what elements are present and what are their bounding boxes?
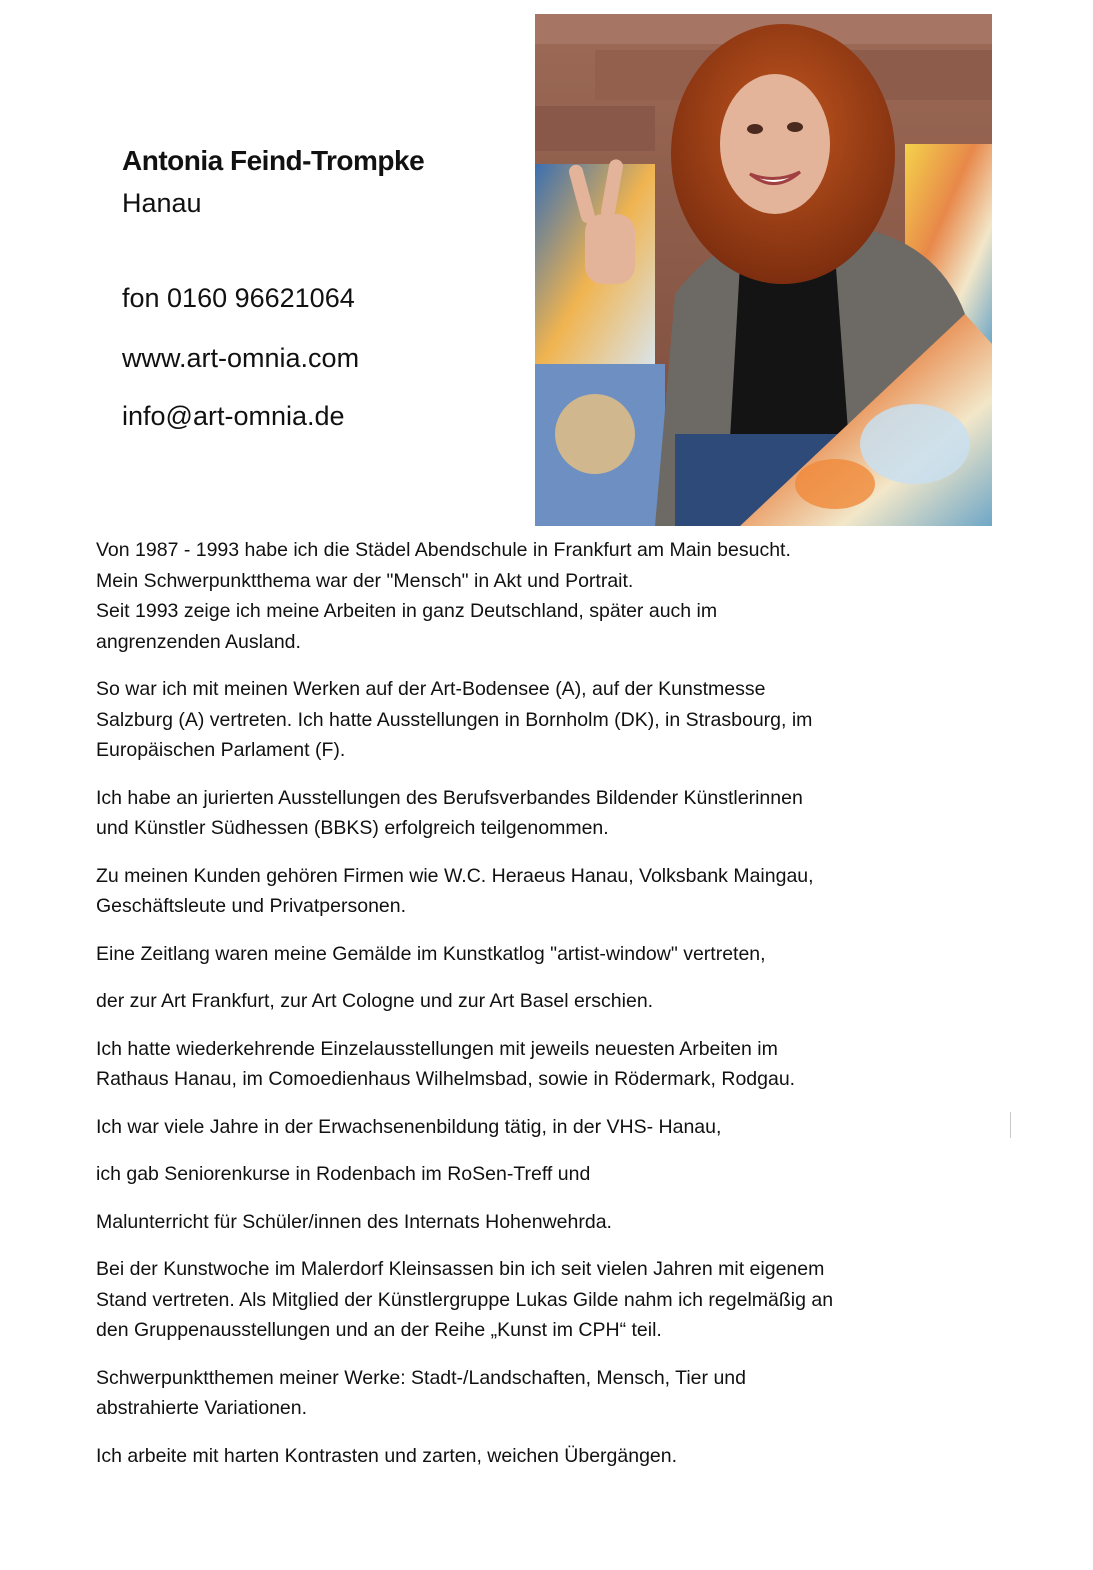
email-address[interactable]: info@art-omnia.de [122,401,345,431]
bio-paragraph [96,1112,1056,1143]
bio-line: den Gruppenausstellungen und an der Reihe „Kunst im CPH“ teil. [96,1319,662,1341]
bio-paragraph [96,1159,1056,1190]
bio-line: Zu meinen Kunden gehören Firmen wie W.C. Heraeus Hanau, Volksbank Maingau, [96,864,814,887]
bio-line: Ich habe an jurierten Ausstellungen des Berufsverbandes Bildender Künstlerinnen [96,786,803,809]
text-cursor-mark [1010,1112,1011,1138]
bio-paragraph [96,674,1056,766]
biography-text [96,535,1056,1488]
portrait-illustration [535,14,992,526]
bio-paragraph [96,986,1056,1017]
bio-line: Ich hatte wiederkehrende Einzelausstellungen mit jeweils neuesten Arbeiten im [96,1037,778,1060]
bio-paragraph [96,939,1056,970]
bio-line: Stand vertreten. Als Mitglied der Künstlergruppe Lukas Gilde nahm ich regelmäßig an [96,1288,834,1311]
bio-paragraph [96,1034,1056,1095]
bio-line: Bei der Kunstwoche im Malerdorf Kleinsassen bin ich seit vielen Jahren mit eigenem [96,1258,825,1280]
phone-number: fon 0160 96621064 [122,283,355,313]
bio-line: Schwerpunktthemen meiner Werke: Stadt-/Landschaften, Mensch, Tier und [96,1366,746,1389]
bio-line: abstrahierte Variationen. [96,1397,308,1419]
bio-line: Rathaus Hanau, im Comoedienhaus Wilhelmsbad, sowie in Rödermark, Rodgau. [96,1068,796,1090]
bio-line: Ich war viele Jahre in der Erwachsenenbildung tätig, in der VHS- Hanau, [96,1115,722,1138]
contact-block [122,140,522,431]
bio-line: Geschäftsleute und Privatpersonen. [96,895,407,917]
artist-city: Hanau [122,188,202,218]
bio-line: der zur Art Frankfurt, zur Art Cologne und zur Art Basel erschien. [96,990,654,1012]
bio-line: Mein Schwerpunktthema war der "Mensch" in Akt und Portrait. [96,569,634,592]
artist-name: Antonia Feind-Trompke [122,145,425,176]
bio-paragraph [96,1207,1056,1238]
bio-line: So war ich mit meinen Werken auf der Art-Bodensee (A), auf der Kunstmesse [96,678,766,700]
bio-paragraph [96,783,1056,844]
bio-line: Von 1987 - 1993 habe ich die Städel Abendschule in Frankfurt am Main besucht. [96,539,791,561]
bio-paragraph [96,535,1056,657]
bio-line: ich gab Seniorenkurse in Rodenbach im RoSen-Treff und [96,1163,591,1185]
bio-line: Ich arbeite mit harten Kontrasten und zarten, weichen Übergängen. [96,1444,678,1467]
bio-line: Malunterricht für Schüler/innen des Internats Hohenwehrda. [96,1210,612,1233]
bio-paragraph [96,1363,1056,1424]
bio-line: angrenzenden Ausland. [96,630,301,653]
bio-line: und Künstler Südhessen (BBKS) erfolgreich teilgenommen. [96,817,609,839]
bio-paragraph [96,861,1056,922]
bio-line: Eine Zeitlang waren meine Gemälde im Kunstkatlog "artist-window" vertreten, [96,942,766,965]
bio-paragraph [96,1254,1056,1346]
artist-portrait-photo [535,14,992,526]
bio-line: Europäischen Parlament (F). [96,739,346,761]
bio-paragraph [96,1441,1056,1472]
website-link[interactable]: www.art-omnia.com [122,343,360,373]
bio-line: Salzburg (A) vertreten. Ich hatte Ausstellungen in Bornholm (DK), in Strasbourg, im [96,708,813,731]
bio-line: Seit 1993 zeige ich meine Arbeiten in ganz Deutschland, später auch im [96,600,718,622]
